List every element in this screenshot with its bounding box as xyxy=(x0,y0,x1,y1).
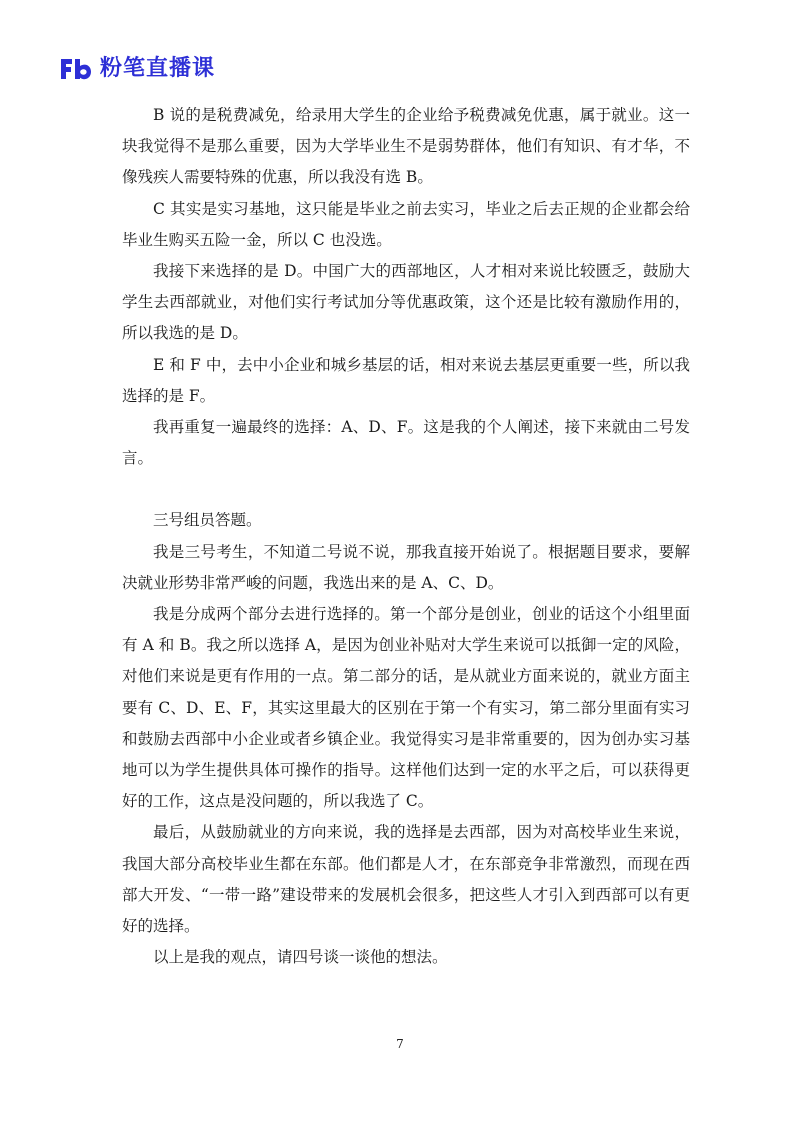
document-body xyxy=(122,100,690,973)
paragraph: 我接下来选择的是 D。中国广大的西部地区，人才相对来说比较匮乏，鼓励大学生去西部就业，对他们实行考试加分等优惠政策，这个还是比较有激励作用的，所以我选的是 D。 xyxy=(122,262,690,343)
paragraph: 我是三号考生，不知道二号说不说，那我直接开始说了。根据题目要求，要解决就业形势非常严峻的问题，我选出来的是 A、C、D。 xyxy=(122,542,690,592)
section-spacer xyxy=(122,474,690,505)
brand-header xyxy=(58,54,215,84)
paragraph: C 其实是实习基地，这只能是毕业之前去实习，毕业之后去正规的企业都会给毕业生购买五险一金，所以 C 也没选。 xyxy=(122,199,690,249)
paragraph: 我是分成两个部分去进行选择的。第一个部分是创业，创业的话这个小组里面有 A 和 B。我之所以选择 A，是因为创业补贴对大学生来说可以抵御一定的风险，对他们来说是更有作用的一点。第二部分的话，是从就业方面来说的，就业方面主要有 C、D、E、F，其实这里最大的区别在于第一个有实习，第二部分里面有实习和鼓励去西部中小企业或者乡镇企业。我觉得实习是非常重要的，因为创办实习基地可以为学生提供具体可操作的指导。这样他们达到一定的水平之后，可以获得更好的工作，这点是没问题的，所以我选了 C。 xyxy=(122,605,690,811)
paragraph: 我再重复一遍最终的选择：A、D、F。这是我的个人阐述，接下来就由二号发言。 xyxy=(122,418,690,468)
section-heading: 三号组员答题。 xyxy=(153,511,262,530)
paragraph: B 说的是税费减免，给录用大学生的企业给予税费减免优惠，属于就业。这一块我觉得不是那么重要，因为大学毕业生不是弱势群体，他们有知识、有才华，不像残疾人需要特殊的优惠，所以我没有选 B。 xyxy=(122,106,690,187)
paragraph: 最后，从鼓励就业的方向来说，我的选择是去西部，因为对高校毕业生来说，我国大部分高校毕业生都在东部。他们都是人才，在东部竞争非常激烈，而现在西部大开发、“一带一路”建设带来的发展机会很多，把这些人才引入到西部可以有更好的选择。 xyxy=(122,823,690,936)
fb-logo-icon xyxy=(58,56,92,82)
paragraph: E 和 F 中，去中小企业和城乡基层的话，相对来说去基层更重要一些，所以我选择的是 F。 xyxy=(122,355,690,405)
brand-name: 粉笔直播课 xyxy=(100,56,216,81)
paragraph: 以上是我的观点，请四号谈一谈他的想法。 xyxy=(153,948,448,967)
page-number: 7 xyxy=(396,1037,404,1051)
